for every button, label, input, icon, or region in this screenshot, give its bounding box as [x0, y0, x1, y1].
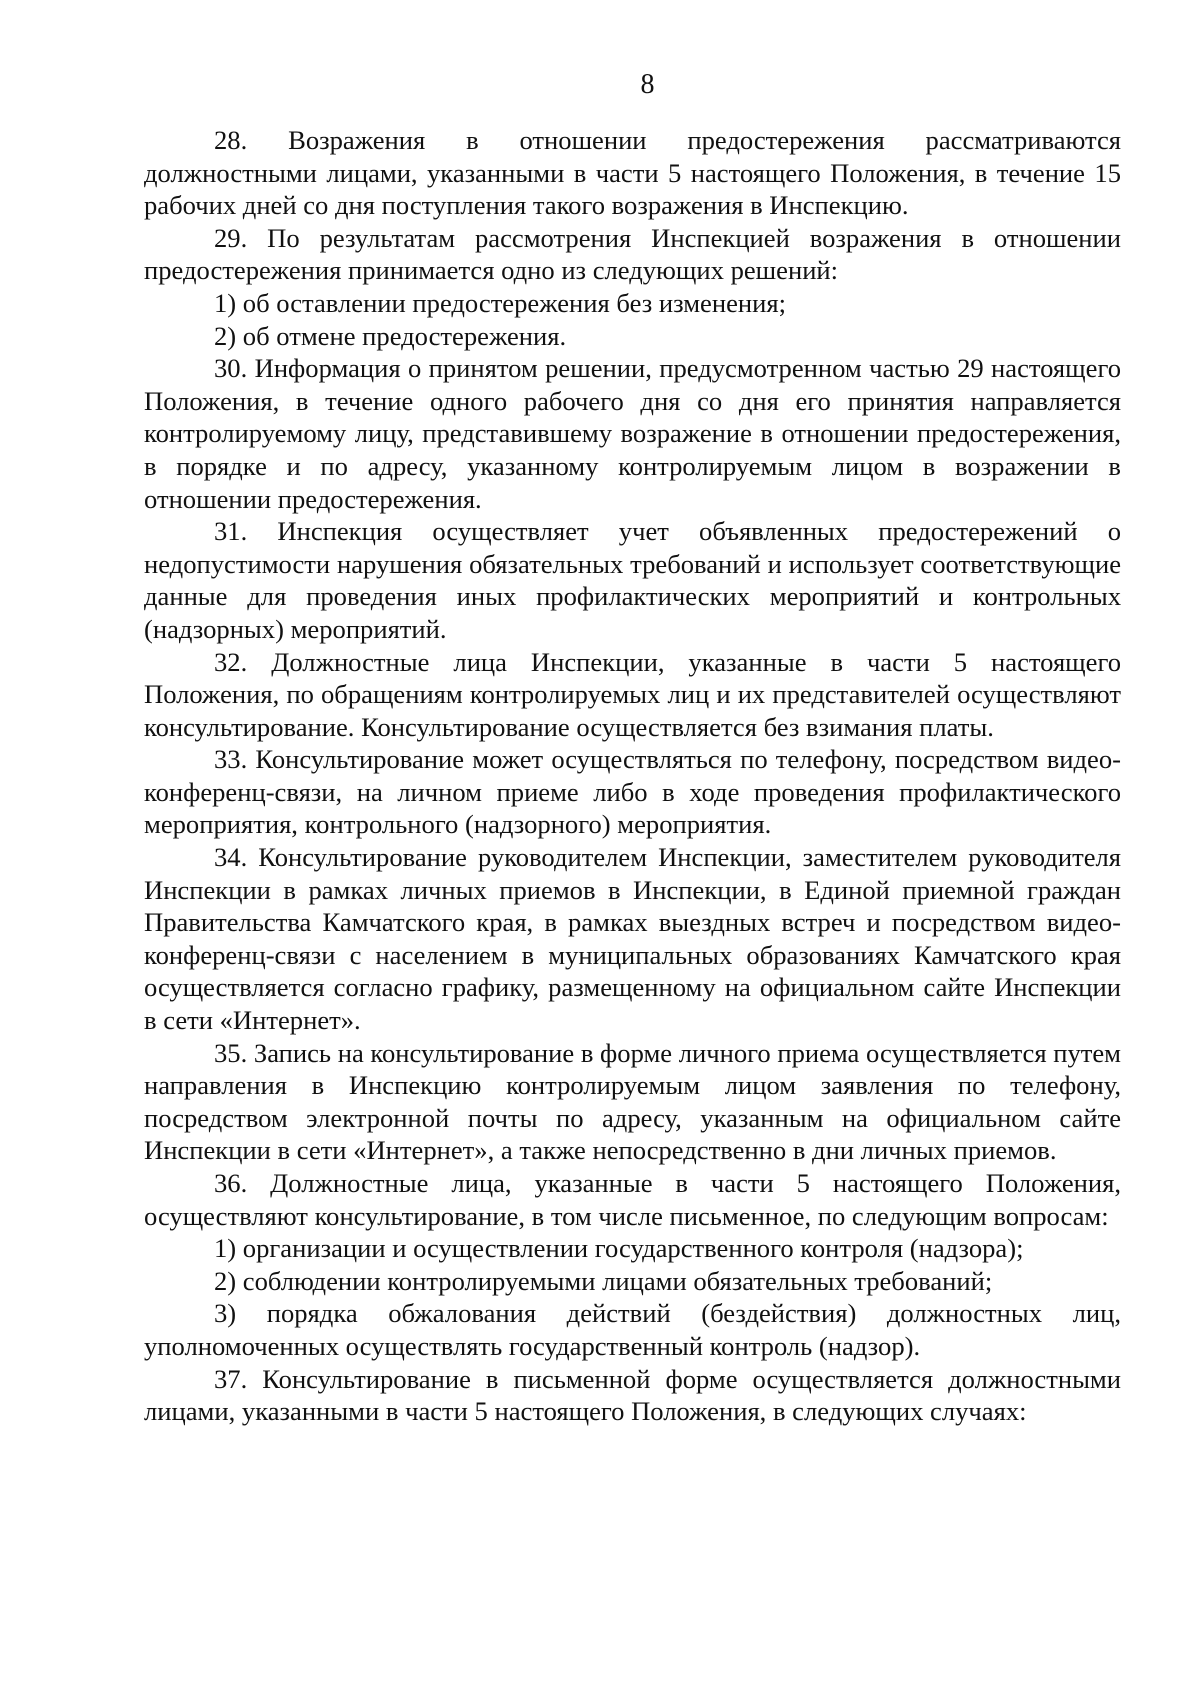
page-number: 8 [640, 69, 655, 100]
paragraph-29-item-2: 2) об отмене предостережения. [214, 320, 567, 351]
paragraph-36: 36. Должностные лица, указанные в части 5 настоящего Положения, осуществляют консультирование, в том числе письменное, по следующим вопросам: [144, 1168, 1121, 1231]
paragraph-29: 29. По результатам рассмотрения Инспекцией возражения в отношении предостережения принимается одно из следующих решений: [144, 222, 1121, 286]
paragraph-30: 30. Информация о принятом решении, предусмотренном частью 29 настоящего Положения, в течение одного рабочего дня со дня его принятия направляется контролируемому лицу, представившему возражение в отношении предостережения, в порядке и по адресу, указанному контролируемым лицом в возражении в отношении предостережения. [144, 353, 1121, 514]
paragraph-33: 33. Консультирование может осуществляться по телефону, посредством видео-конференц-связи, на личном приеме либо в ходе проведения профилактического мероприятия, контрольного (надзорного) мероприятия. [144, 744, 1121, 840]
paragraph-36-item-2: 2) соблюдении контролируемыми лицами обязательных требований; [214, 1265, 993, 1296]
paragraph-36-item-1: 1) организации и осуществлении государственного контроля (надзора); [214, 1233, 1024, 1264]
paragraph-28: 28. Возражения в отношении предостережения рассматриваются должностными лицами, указанными в части 5 настоящего Положения, в течение 15 рабочих дней со дня поступления такого возражения в Инспекцию. [144, 125, 1121, 221]
paragraph-36-item-3: 3) порядка обжалования действий (бездействия) должностных лиц, уполномоченных осуществлять государственный контроль (надзор). [144, 1298, 1121, 1361]
paragraph-37: 37. Консультирование в письменной форме осуществляется должностными лицами, указанными в части 5 настоящего Положения, в следующих случаях: [144, 1363, 1121, 1427]
paragraph-29-item-1: 1) об оставлении предостережения без изменения; [214, 287, 786, 318]
paragraph-32: 32. Должностные лица Инспекции, указанные в части 5 настоящего Положения, по обращениям контролируемых лиц и их представителей осуществляют консультирование. Консультирование осуществляется без взимания платы. [144, 646, 1121, 742]
paragraph-34: 34. Консультирование руководителем Инспекции, заместителем руководителя Инспекции в рамках личных приемов в Инспекции, в Единой приемной граждан Правительства Камчатского края, в рамках выездных встреч и посредством видео-конференц-связи с населением в муниципальных образованиях Камчатского края осуществляется согласно графику, размещенному на официальном сайте Инспекции в сети «Интернет». [144, 842, 1121, 1036]
document-page [144, 68, 1121, 1428]
paragraph-31: 31. Инспекция осуществляет учет объявленных предостережений о недопустимости нарушения обязательных требований и использует соответствующие данные для проведения иных профилактических мероприятий и контрольных (надзорных) мероприятий. [144, 516, 1121, 644]
paragraph-35: 35. Запись на консультирование в форме личного приема осуществляется путем направления в Инспекцию контролируемым лицом заявления по телефону, посредством электронной почты по адресу, указанным на официальном сайте Инспекции в сети «Интернет», а также непосредственно в дни личных приемов. [144, 1037, 1122, 1166]
